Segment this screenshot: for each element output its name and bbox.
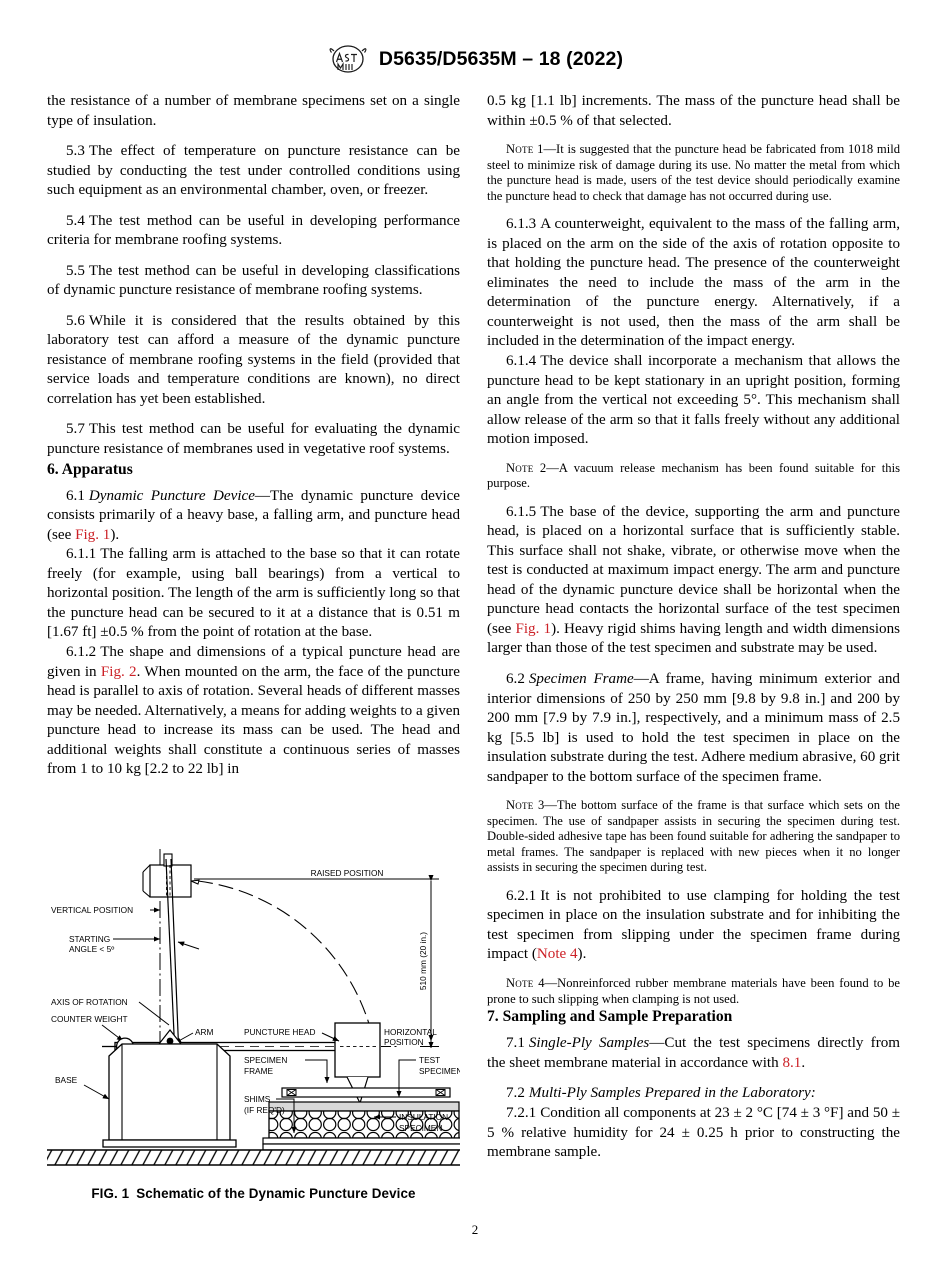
clause-title: Single-Ply Samples (528, 1035, 650, 1052)
clause-number: 6.1.2 (66, 644, 97, 661)
clause-text: It is not prohibited to use clamping for holding the test specimen in place on the insulation substrate and for inhibiting the test specimen from slipping under the specimen frame during impact ( (487, 887, 900, 963)
figure-2-reference-link[interactable]: Fig. 2 (100, 663, 137, 680)
figure-caption-text: Schematic of the Dynamic Puncture Device (136, 1186, 416, 1201)
clause-text: A counterweight, equivalent to the mass of the falling arm, is placed on the arm on the side of the axis of rotation opposite to that holding the puncture head. The presence of the counterweight eliminates the need to include the mass of the arm in the determination of the puncture energy. Alternatively, if a counterweight is not used, then the mass of the arm shall be included in the determination of the impact energy. (487, 216, 900, 350)
page-number: 2 (471, 1222, 479, 1237)
label-shims-1: SHIMS (244, 1094, 271, 1104)
label-specimen-frame-2: FRAME (244, 1066, 274, 1076)
clause-text: While it is considered that the results obtained by this laboratory test can afford a measure of the dynamic puncture resistance of membrane roofing systems in the field (provided that service loads and temperature conditions are known), no direct correlation has yet been established. (47, 312, 460, 407)
clause-5-4 (47, 212, 460, 251)
figure-1-reference-link[interactable]: Fig. 1 (515, 620, 552, 637)
clause-number: 5.5 (66, 262, 85, 279)
label-insulation-1: INSULATION (399, 1112, 449, 1122)
label-counter-weight: COUNTER WEIGHT (51, 1014, 128, 1024)
figure-1 (47, 845, 460, 1201)
clause-number: 6.2 (506, 670, 525, 687)
clause-text: —The dynamic puncture device consists primarily of a heavy base, a falling arm, and puncture head (see (47, 487, 460, 543)
left-column (47, 92, 460, 780)
note-number: 2 (539, 460, 547, 475)
figure-1-reference-link[interactable]: Fig. 1 (75, 526, 111, 543)
clause-5-7 (47, 420, 460, 459)
clause-7-2-1 (487, 1104, 900, 1163)
clause-text: The test method can be useful in developing classifications of dynamic puncture resistance of membrane roofing systems. (47, 262, 460, 299)
paragraph-continued: 0.5 kg [1.1 lb] increments. The mass of the puncture head shall be within ±0.5 % of that selected. (487, 93, 900, 129)
clause-number: 6.1.1 (66, 546, 97, 563)
clause-text: The shape and dimensions of a typical puncture head are given in (47, 644, 460, 680)
label-vertical-position: VERTICAL POSITION (51, 905, 134, 915)
section-heading-apparatus: 6. Apparatus (47, 460, 133, 478)
label-test-specimen-1: TEST (419, 1055, 441, 1065)
clause-text: The effect of temperature on puncture resistance can be studied by conducting the test under controlled conditions using such equipment as an environmental chamber, oven, or freezer. (47, 143, 460, 199)
label-starting-angle-2: ANGLE < 5º (69, 944, 115, 954)
astm-logo (327, 44, 369, 74)
clause-text: The falling arm is attached to the base so that it can rotate freely (for example, using ball bearings) from a vertical to horizontal position. The length of the arm is sufficiently long so that the puncture head can be secured to it at a distance that is 0.51 m [1.67 ft] ±0.5 % from the point of rotation at the base. (47, 546, 460, 641)
note-label: Note (506, 798, 534, 813)
figure-1-schematic (47, 845, 460, 1175)
label-shims-2: (IF REQ'D) (244, 1105, 285, 1115)
note-text: —The bottom surface of the frame is that surface which sets on the specimen. The use of sandpaper assists in securing the specimen during test. Double-sided adhesive tape has been found suitable for adhering the sandpaper to metal frames. The sandpaper is replaced with new pieces when it no longer assists in securing the specimen during test. (487, 798, 900, 875)
clause-6-1-3 (487, 215, 900, 352)
note-4 (487, 976, 900, 1007)
clause-6-1 (47, 487, 460, 546)
note-number: 1 (537, 142, 544, 157)
label-specimen-frame-1: SPECIMEN (244, 1055, 288, 1065)
clause-5-6 (47, 312, 460, 410)
label-starting-angle-1: STARTING (69, 934, 111, 944)
dimension-510mm (418, 881, 431, 1041)
clause-number: 5.7 (66, 421, 85, 438)
device-base (103, 1044, 236, 1147)
clause-title: Dynamic Puncture Device (88, 487, 255, 504)
clause-number: 5.4 (66, 212, 85, 229)
note-2 (487, 461, 900, 492)
clause-6-1-4 (487, 352, 900, 450)
clause-text: Condition all components at 23 ± 2 °C [74 ± 3 °F] and 50 ± 5 % relative humidity for 24 ± 0.25 h prior to constructing the membrane sample. (487, 1104, 900, 1161)
clause-5-3 (47, 142, 460, 201)
clause-text: This test method can be useful for evaluating the dynamic puncture resistance of membranes used in vegetative roof systems. (47, 421, 460, 457)
note-number: 3 (537, 798, 545, 813)
label-horizontal-position-1: HORIZONTAL (384, 1027, 437, 1037)
section-heading-sampling: 7. Sampling and Sample Preparation (487, 1008, 733, 1026)
clause-number: 6.2.1 (506, 887, 537, 904)
label-arm: ARM (195, 1027, 214, 1037)
note-label: Note (506, 142, 534, 157)
clause-7-2 (487, 1084, 900, 1104)
clause-text-tail: ). (110, 526, 120, 543)
clause-number: 7.2 (506, 1085, 525, 1102)
note-text: —Nonreinforced rubber membrane materials have been found to be prone to such slipping when clamping is not used. (487, 976, 900, 1006)
label-puncture-head: PUNCTURE HEAD (244, 1027, 316, 1037)
figure-1-caption (47, 1186, 460, 1201)
clause-text-tail: ). Heavy rigid shims having length and width dimensions larger than those of the test specimen and substrate may be used. (487, 620, 901, 657)
document-number: D5635/D5635M – 18 (2022) (378, 47, 624, 70)
clause-6-2-1 (487, 887, 900, 965)
clause-5-5 (47, 262, 460, 301)
clause-number: 6.1.4 (506, 352, 537, 369)
clause-text: The test method can be useful in developing performance criteria for membrane roofing systems. (47, 212, 460, 249)
clause-number: 5.3 (66, 143, 85, 160)
note-label: Note (506, 976, 534, 991)
clause-text-tail: ). (577, 946, 587, 963)
ground-hatching (47, 1150, 460, 1165)
note-label: Note (506, 460, 534, 475)
right-column (487, 92, 900, 1163)
note-4-reference-link[interactable]: Note 4 (536, 946, 578, 963)
clause-7-1 (487, 1034, 900, 1073)
label-raised-position: RAISED POSITION (310, 868, 384, 878)
note-number: 4 (538, 976, 545, 991)
clause-text: —Cut the test specimens directly from the sheet membrane material in accordance with (487, 1035, 901, 1071)
page-header (0, 44, 950, 74)
clause-number: 6.1 (66, 487, 85, 504)
clause-text: —A frame, having minimum exterior and interior dimensions of 250 by 250 mm [9.8 by 9.8 in.] and 200 by 200 mm [7.9 by 7.9 in.], respectively, and a minimum mass of 2.5 kg [5.5 lb] is used to hold the test specimen in place on the insulation substrate during the test. Adhere medium abrasive, 60 grit sandpaper to the bottom surface of the specimen frame. (487, 670, 900, 785)
clause-title: Specimen Frame (528, 670, 634, 687)
label-base: BASE (55, 1075, 78, 1085)
clause-6-1-5 (487, 503, 900, 659)
clause-number: 7.2.1 (506, 1104, 537, 1121)
clause-title: Multi-Ply Samples Prepared in the Laboratory: (528, 1085, 816, 1102)
clause-8-1-reference-link[interactable]: 8.1 (782, 1054, 802, 1071)
label-insulation-2: SPECIMEN (399, 1123, 443, 1133)
note-text: —It is suggested that the puncture head be fabricated from 1018 mild steel to minimize risk of damage during its use. No matter the metal from which the puncture head is made, users of the test device should periodically examine the puncture head to check that damage has not occurred during use. (487, 142, 900, 203)
clause-number: 6.1.3 (506, 216, 537, 233)
clause-number: 7.1 (506, 1035, 525, 1052)
clause-text: The base of the device, supporting the arm and puncture head, is placed on a horizontal surface that is sufficiently stable. This surface shall not shake, vibrate, or otherwise move when the test is conducted at maximum impact energy. The arm and puncture head of the dynamic puncture device shall be horizontal when the puncture head contacts the horizontal surface of the test specimen (see (487, 503, 900, 637)
note-1 (487, 142, 900, 204)
clause-text-tail: . When mounted on the arm, the face of the puncture head is parallel to axis of rotation. Several heads of different masses may be needed. Alternatively, a means for adding weights to a given puncture head to increase its mass can be used. The head and additional weights shall constitute a continuous series of masses from 1 to 10 kg [2.2 to 22 lb] in (47, 663, 460, 778)
clause-6-1-1 (47, 545, 460, 643)
note-text: —A vacuum release mechanism has been found suitable for this purpose. (487, 460, 900, 491)
clause-6-2 (487, 670, 900, 787)
paragraph-continued: the resistance of a number of membrane specimens set on a single type of insulation. (47, 93, 460, 129)
clause-6-1-2 (47, 643, 460, 780)
clause-text-tail: . (801, 1054, 806, 1071)
figure-caption-label: FIG. 1 (91, 1186, 130, 1201)
note-3 (487, 798, 900, 876)
clause-text: The device shall incorporate a mechanism that allows the puncture head to be kept stationary in an upright position, forming an angle from the vertical not exceeding 5°. This mechanism shall allow release of the arm so that it falls freely without any additional motion imposed. (487, 352, 900, 448)
label-horizontal-position-2: POSITION (384, 1037, 424, 1047)
clause-number: 5.6 (66, 312, 85, 329)
clause-number: 6.1.5 (506, 503, 537, 520)
label-axis-of-rotation: AXIS OF ROTATION (51, 997, 128, 1007)
label-dimension: 510 mm (20 in.) (418, 931, 428, 991)
label-test-specimen-2: SPECIMEN (419, 1066, 460, 1076)
